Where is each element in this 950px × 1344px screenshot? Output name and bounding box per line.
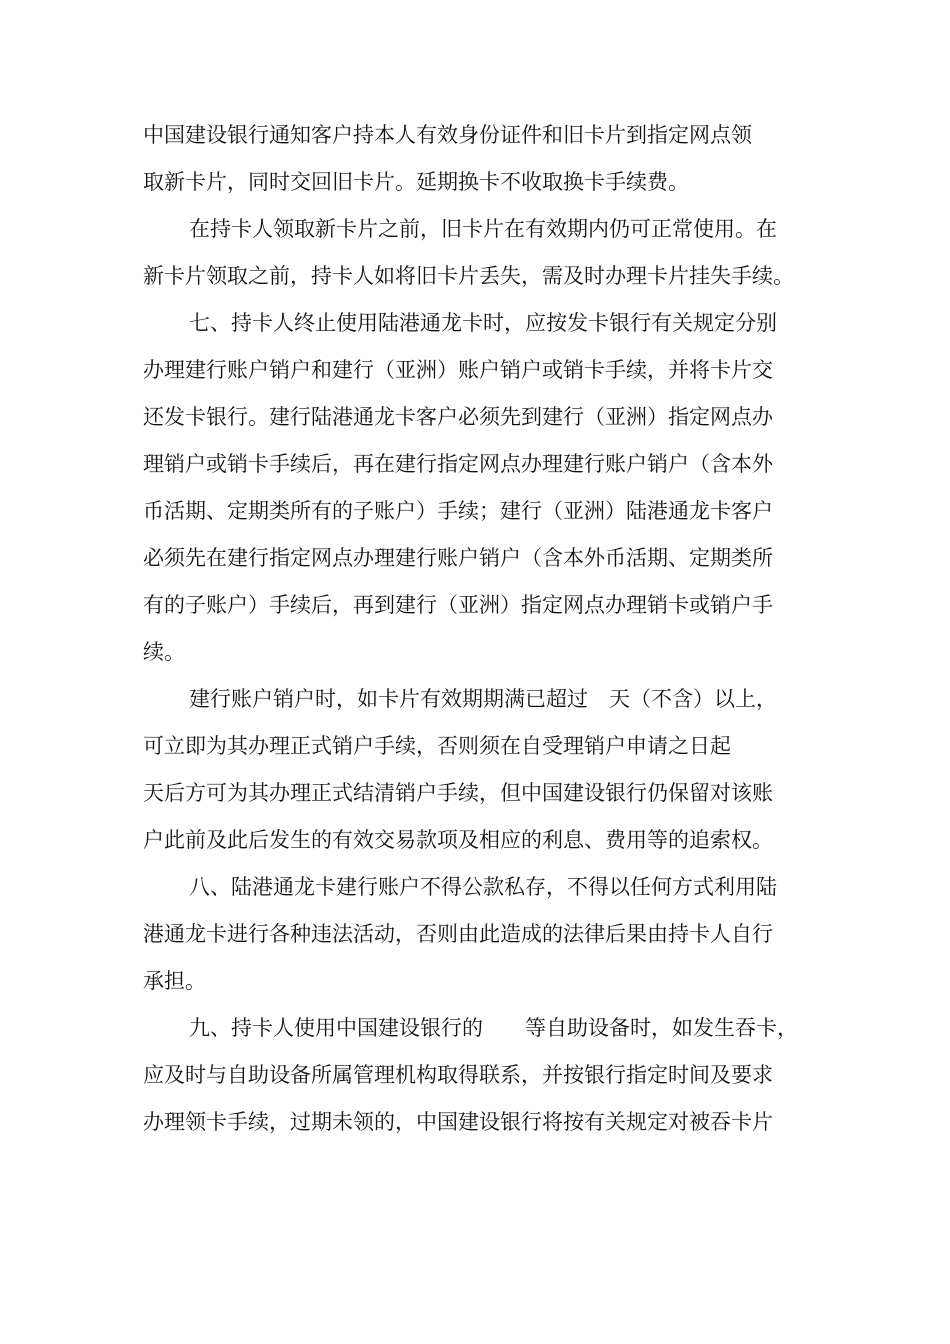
text-line: 可立即为其办理正式销户手续，否则须在自受理销户申请之日起 xyxy=(143,734,731,758)
text-line: 取新卡片，同时交回旧卡片。延期换卡不收取换卡手续费。 xyxy=(143,170,689,194)
section-eight-heading-line: 八、陆港通龙卡建行账户不得公款私存，不得以任何方式利用陆 xyxy=(189,875,777,899)
text-line: 办理建行账户销户和建行（亚洲）账户销户或销卡手续，并将卡片交 xyxy=(143,358,773,382)
paragraph-start-line: 在持卡人领取新卡片之前，旧卡片在有效期内仍可正常使用。在 xyxy=(189,217,777,241)
text-line: 应及时与自助设备所属管理机构取得联系，并按银行指定时间及要求 xyxy=(143,1063,773,1087)
section-seven-heading-line: 七、持卡人终止使用陆港通龙卡时，应按发卡银行有关规定分别 xyxy=(189,311,777,335)
text-line: 办理领卡手续，过期未领的，中国建设银行将按有关规定对被吞卡片 xyxy=(143,1110,773,1134)
text-line: 天后方可为其办理正式结清销户手续，但中国建设银行仍保留对该账 xyxy=(143,781,773,805)
section-nine-heading-line: 九、持卡人使用中国建设银行的 等自助设备时，如发生吞卡， xyxy=(189,1016,798,1040)
text-line: 新卡片领取之前，持卡人如将旧卡片丢失，需及时办理卡片挂失手续。 xyxy=(143,264,794,288)
text-line: 港通龙卡进行各种违法活动，否则由此造成的法律后果由持卡人自行 xyxy=(143,922,773,946)
text-line: 必须先在建行指定网点办理建行账户销户（含本外币活期、定期类所 xyxy=(143,546,773,570)
text-line: 中国建设银行通知客户持本人有效身份证件和旧卡片到指定网点领 xyxy=(143,123,752,147)
text-line: 理销户或销卡手续后，再在建行指定网点办理建行账户销户（含本外 xyxy=(143,452,773,476)
text-line: 承担。 xyxy=(143,969,206,993)
text-line: 有的子账户）手续后，再到建行（亚洲）指定网点办理销卡或销户手 xyxy=(143,593,773,617)
text-line: 续。 xyxy=(143,640,185,664)
body-text xyxy=(143,112,813,1146)
text-line: 还发卡银行。建行陆港通龙卡客户必须先到建行（亚洲）指定网点办 xyxy=(143,405,773,429)
paragraph-start-line: 建行账户销户时，如卡片有效期期满已超过 天（不含）以上， xyxy=(189,687,777,711)
text-line: 币活期、定期类所有的子账户）手续；建行（亚洲）陆港通龙卡客户 xyxy=(143,499,773,523)
text-line: 户此前及此后发生的有效交易款项及相应的利息、费用等的追索权。 xyxy=(143,828,773,852)
